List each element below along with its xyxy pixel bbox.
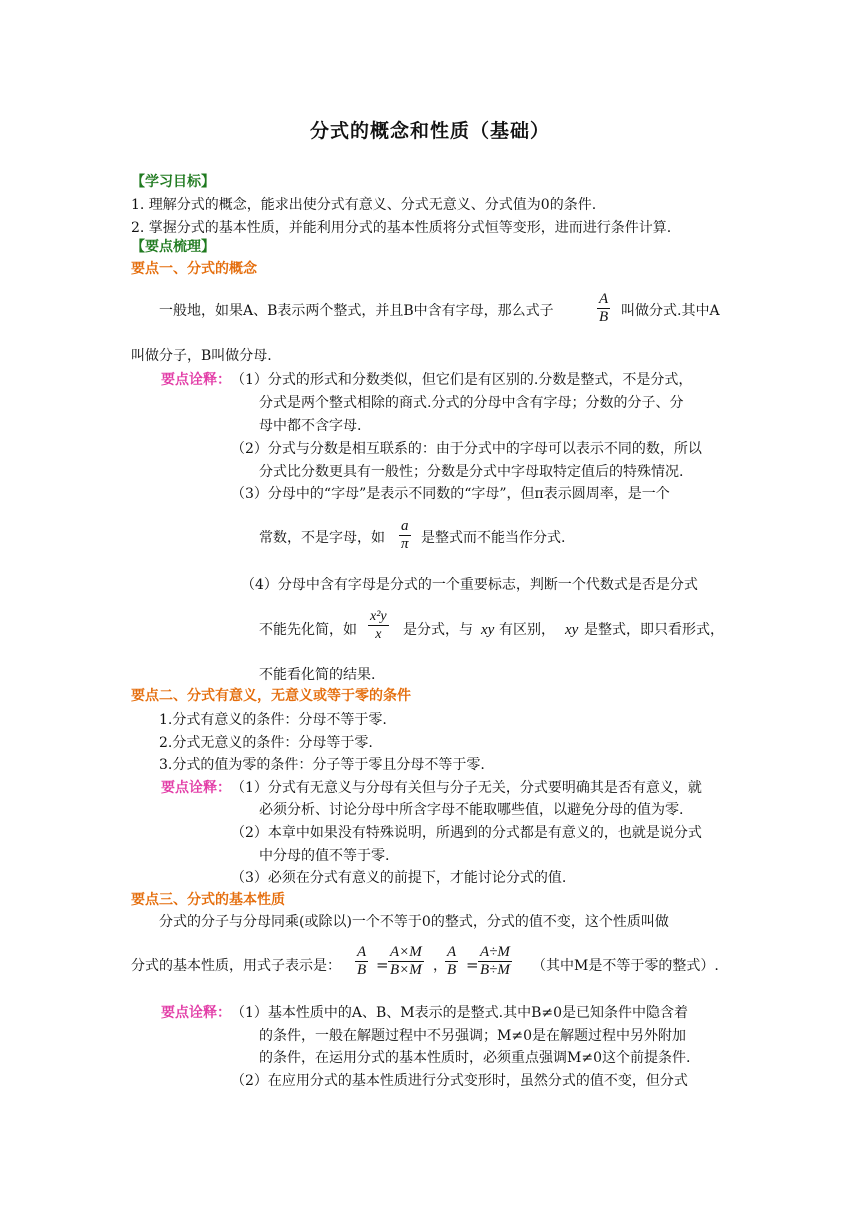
sec2-note-1-line2: 必须分析、讨论分母中所含字母不能取哪些值，以避免分母的值为零.	[259, 802, 684, 818]
sec3-paragraph-2a: 分式的基本性质，用式子表示是：	[131, 958, 341, 974]
sec1-note-4-line1: （4）分母中含有字母是分式的一个重要标志，判断一个代数式是否是分式	[241, 577, 698, 593]
fraction-adivm-over-bdivm: $\frac{A\div M}{B\div M}$	[480, 944, 510, 978]
sec3-note-1-line1: （1）基本性质中的A、B、M表示的是整式.其中B≠0是已知条件中隐含着	[231, 1005, 689, 1021]
goal-item-1: 1. 理解分式的概念，能求出使分式有意义、分式无意义、分式值为0的条件.	[131, 197, 597, 213]
sec1-note-1-line2: 分式是两个整式相除的商式.分式的分母中含有字母；分数的分子、分	[259, 395, 684, 411]
sec1-paragraph-after: 叫做分式.其中A	[621, 303, 720, 319]
section-2-heading: 要点二、分式有意义，无意义或等于零的条件	[131, 688, 411, 704]
fraction-x2y-over-x: $\frac{\text{x²y}}{x}$	[370, 609, 387, 642]
sec1-note-4-line2a: 不能先化简，如	[259, 622, 357, 638]
sec1-note-4-line2c: 有区别，	[499, 622, 555, 638]
sec1-note-1-line3: 母中都不含字母.	[259, 418, 362, 434]
math-xy-1: xy	[481, 622, 495, 638]
sec3-note-2-line1: （2）在应用分式的基本性质进行分式变形时，虽然分式的值不变，但分式	[231, 1073, 688, 1089]
sec2-note-3-line1: （3）必须在分式有意义的前提下，才能讨论分式的值.	[231, 870, 567, 886]
sec2-note-2-line2: 中分母的值不等于零.	[259, 848, 390, 864]
sec2-note-1-line1: （1）分式有无意义与分母有关但与分子无关，分式要明确其是否有意义，就	[231, 780, 702, 796]
sec1-note-2-line2: 分式比分数更具有一般性；分数是分式中字母取特定值后的特殊情况.	[259, 464, 684, 480]
page-title: 分式的概念和性质（基础）	[309, 120, 550, 142]
goal-item-2: 2. 掌握分式的基本性质，并能利用分式的基本性质将分式恒等变形，进而进行条件计算.	[131, 220, 672, 236]
fraction-a-over-b-2: $\frac{A}{B}$	[447, 944, 457, 978]
sec2-item-2: 2.分式无意义的条件：分母等于零.	[159, 735, 373, 751]
fraction-a-over-b-1: $\frac{A}{B}$	[357, 944, 367, 978]
sec2-item-3: 3.分式的值为零的条件：分子等于零且分母不等于零.	[159, 757, 485, 773]
sec3-paragraph-2b: （其中M是不等于零的整式）.	[532, 958, 719, 974]
math-xy-2: xy	[565, 622, 579, 638]
sec1-note-2-line1: （2）分式与分数是相互联系的：由于分式中的字母可以表示不同的数，所以	[231, 441, 702, 457]
section-1-heading: 要点一、分式的概念	[131, 261, 257, 277]
section-3-heading: 要点三、分式的基本性质	[131, 892, 285, 908]
goals-heading: 【学习目标】	[131, 174, 215, 190]
sec1-paragraph-line2: 叫做分子，B叫做分母.	[131, 348, 272, 364]
sec1-note-3-line2a: 常数，不是字母，如	[259, 530, 385, 546]
sec2-item-1: 1.分式有意义的条件：分母不等于零.	[159, 712, 387, 728]
sec1-note-1-line1: （1）分式的形式和分数类似，但它们是有区别的.分数是整式，不是分式，	[231, 372, 693, 388]
fraction-a-over-pi: $\frac{a}{\pi}$	[401, 518, 409, 552]
fraction-a-over-b: $\frac{A}{B}$	[599, 291, 609, 325]
sec1-note-3-line2b: 是整式而不能当作分式.	[421, 530, 566, 546]
sec1-note-4-line3: 不能看化简的结果.	[259, 667, 376, 683]
sec2-note-label: 要点诠释：	[161, 780, 231, 796]
sec1-note-label: 要点诠释：	[161, 372, 231, 388]
equals-sign-1: =	[376, 956, 389, 974]
comma: ，	[433, 958, 447, 974]
sec1-note-4-line2b: 是分式，与	[403, 622, 473, 638]
fraction-am-over-bm: $\frac{A\times M}{B\times M}$	[390, 944, 422, 978]
equals-sign-2: =	[466, 956, 479, 974]
sec1-note-4-line2d: 是整式，即只看形式，	[584, 622, 724, 638]
sec3-note-label: 要点诠释：	[161, 1005, 231, 1021]
sec1-note-3-line1: （3）分母中的“字母”是表示不同数的“字母”，但π表示圆周率，是一个	[231, 486, 670, 502]
sec2-note-2-line1: （2）本章中如果没有特殊说明，所遇到的分式都是有意义的，也就是说分式	[231, 825, 702, 841]
sec1-paragraph-before: 一般地，如果A、B表示两个整式，并且B中含有字母，那么式子	[159, 303, 554, 319]
sec3-note-1-line3: 的条件，在运用分式的基本性质时，必须重点强调M≠0这个前提条件.	[259, 1050, 691, 1066]
summary-heading: 【要点梳理】	[131, 239, 215, 255]
sec3-note-1-line2: 的条件，一般在解题过程中不另强调；M≠0是在解题过程中另外附加	[259, 1028, 686, 1044]
sec3-paragraph-1: 分式的分子与分母同乘(或除以)一个不等于0的整式，分式的值不变，这个性质叫做	[159, 914, 669, 930]
